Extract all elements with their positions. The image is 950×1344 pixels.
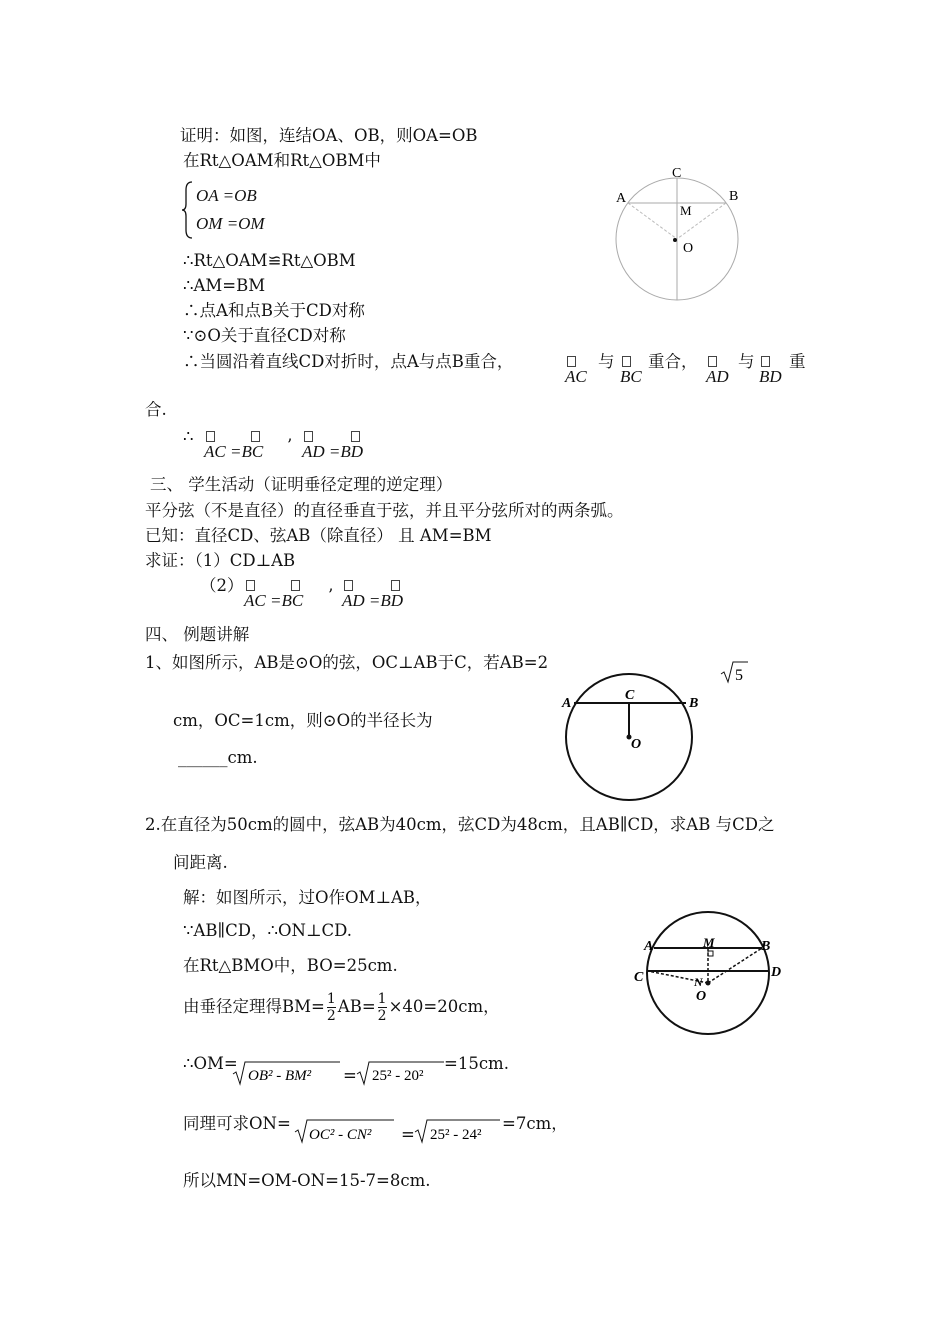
fig1-label-m: M <box>680 203 692 218</box>
fig3-label-a: A <box>644 939 654 954</box>
section-3-eq-2: AD =BD <box>342 592 403 609</box>
figure-1-circle-diagram <box>610 160 750 305</box>
fig1-label-c: C <box>672 166 682 181</box>
equals-sign-2: = <box>401 1125 415 1144</box>
section-3-heading: 三、 学生活动（证明垂径定理的逆定理） <box>150 475 453 494</box>
fig2-label-c: C <box>625 688 635 703</box>
word-coincide: 重合， <box>648 352 698 371</box>
sqrt-25-24 <box>414 1118 504 1144</box>
fig3-label-c: C <box>634 970 644 985</box>
fig3-label-m: M <box>703 935 715 950</box>
fig3-label-o: O <box>696 989 707 1004</box>
proof-line-2: 在Rt△OAM和Rt△OBM中 <box>183 151 381 170</box>
solution-line-2: ∵AB∥CD，∴ON⊥CD. <box>183 921 353 940</box>
arc-ad: AD <box>706 368 729 385</box>
fig2-label-a: A <box>562 696 572 711</box>
fig1-radius-oa <box>628 203 677 239</box>
sqrt-oc-cn <box>294 1118 398 1144</box>
sqrt-oc-cn-expr: OC² - CN² <box>309 1127 372 1143</box>
conclusion-comma: ’ <box>287 436 293 455</box>
conclusion-eq-1: AC =BC <box>204 443 263 460</box>
solution-line-3: 在Rt△BMO中，BO=25cm. <box>183 956 398 975</box>
fraction-half-1: $\frac{1}{2}$ <box>326 991 336 1024</box>
fig1-label-b: B <box>729 189 739 204</box>
solution-line-5-end: =15cm. <box>444 1054 509 1073</box>
fig3-label-b: B <box>761 939 771 954</box>
example-1-line-2: cm，OC=1cm，则⊙O的半径长为 <box>173 711 433 730</box>
sqrt-ob-bm-expr: OB² - BM² <box>248 1068 312 1084</box>
fig3-segment-ob <box>708 948 762 983</box>
fig2-label-o: O <box>631 737 642 752</box>
fig1-label-o: O <box>683 241 694 256</box>
fig3-label-n: N <box>694 975 703 989</box>
section-3-given: 已知：直径CD、弦AB（除直径） 且 AM=BM <box>145 526 492 545</box>
solution-line-6-prefix: 同理可求ON= <box>183 1114 291 1133</box>
sqrt-5-value: 5 <box>735 667 743 684</box>
fig1-label-a: A <box>616 191 627 206</box>
fig2-label-b: B <box>689 696 699 711</box>
sqrt-5 <box>720 660 750 686</box>
equals-sign-1: = <box>343 1066 357 1085</box>
proof-line-3: ∴Rt△OAM≌Rt△OBM <box>183 251 356 270</box>
section-3-eq-1: AC =BC <box>244 592 303 609</box>
arc-ac: AC <box>565 368 587 385</box>
solution-line-4: 由垂径定理得BM= $\frac{1}{2}$ AB= $\frac{1}{2}$ ×40=20cm， <box>183 991 500 1024</box>
solution-line-7: 所以MN=OM-ON=15-7=8cm. <box>183 1171 431 1190</box>
proof-line-7: ∴当圆沿着直线CD对折时，点A与点B重合， <box>183 352 514 371</box>
sqrt-25-20 <box>356 1060 446 1086</box>
arc-bc: BC <box>620 368 642 385</box>
example-1-blank: ______cm. <box>178 748 258 767</box>
solution-line-1: 解：如图所示，过O作OM⊥AB， <box>183 888 432 907</box>
proof-line-5: ∴点A和点B关于CD对称 <box>183 301 365 320</box>
section-3-prove-1: 求证：（1）CD⊥AB <box>145 551 296 570</box>
fraction-half-2: $\frac{1}{2}$ <box>377 991 387 1024</box>
fig3-label-d: D <box>771 965 782 980</box>
left-brace <box>180 180 196 240</box>
conclusion-eq-2: AD =BD <box>302 443 363 460</box>
word-coincide-end: 重 <box>789 352 806 371</box>
sqrt-ob-bm <box>232 1060 342 1086</box>
proof-line-4: ∴AM=BM <box>183 276 266 295</box>
example-2-line-1: 2.在直径为50cm的圆中，弦AB为40cm，弦CD为48cm，且AB∥CD，求AB 与CD之 <box>145 815 775 834</box>
proof-line-6: ∵⊙O关于直径CD对称 <box>183 326 346 345</box>
fig1-center-dot <box>673 238 677 242</box>
section-3-prove-2-label: （2） <box>200 576 244 595</box>
section-3-theorem: 平分弦（不是直径）的直径垂直于弦，并且平分弦所对的两条弧。 <box>145 501 624 520</box>
example-1-line-1: 1、如图所示，AB是⊙O的弦，OC⊥AB于C，若AB=2 <box>145 653 549 672</box>
solution-line-6-end: =7cm， <box>502 1114 568 1133</box>
therefore-symbol: ∴ <box>183 427 194 446</box>
solution-line-5-prefix: ∴OM= <box>183 1054 238 1073</box>
sqrt-25-20-expr: 25² - 20² <box>372 1068 424 1084</box>
word-with-1: 与 <box>598 352 615 371</box>
brace-eq-1: OA =OB <box>196 186 257 205</box>
proof-line-1: 证明：如图，连结OA、OB，则OA=OB <box>180 126 478 145</box>
brace-eq-2: OM =OM <box>196 214 265 233</box>
proof-line-7-tail: 合. <box>145 400 167 419</box>
sqrt-25-24-expr: 25² - 24² <box>430 1127 482 1143</box>
section-3-comma: ’ <box>328 586 334 605</box>
section-4-heading: 四、 例题讲解 <box>145 625 250 644</box>
arc-bd: BD <box>759 368 782 385</box>
example-2-line-2: 间距离. <box>173 853 228 872</box>
figure-2-circle-diagram <box>560 668 710 808</box>
word-with-2: 与 <box>738 352 755 371</box>
fig3-center-dot <box>706 981 711 986</box>
figure-3-circle-diagram <box>630 920 790 1070</box>
